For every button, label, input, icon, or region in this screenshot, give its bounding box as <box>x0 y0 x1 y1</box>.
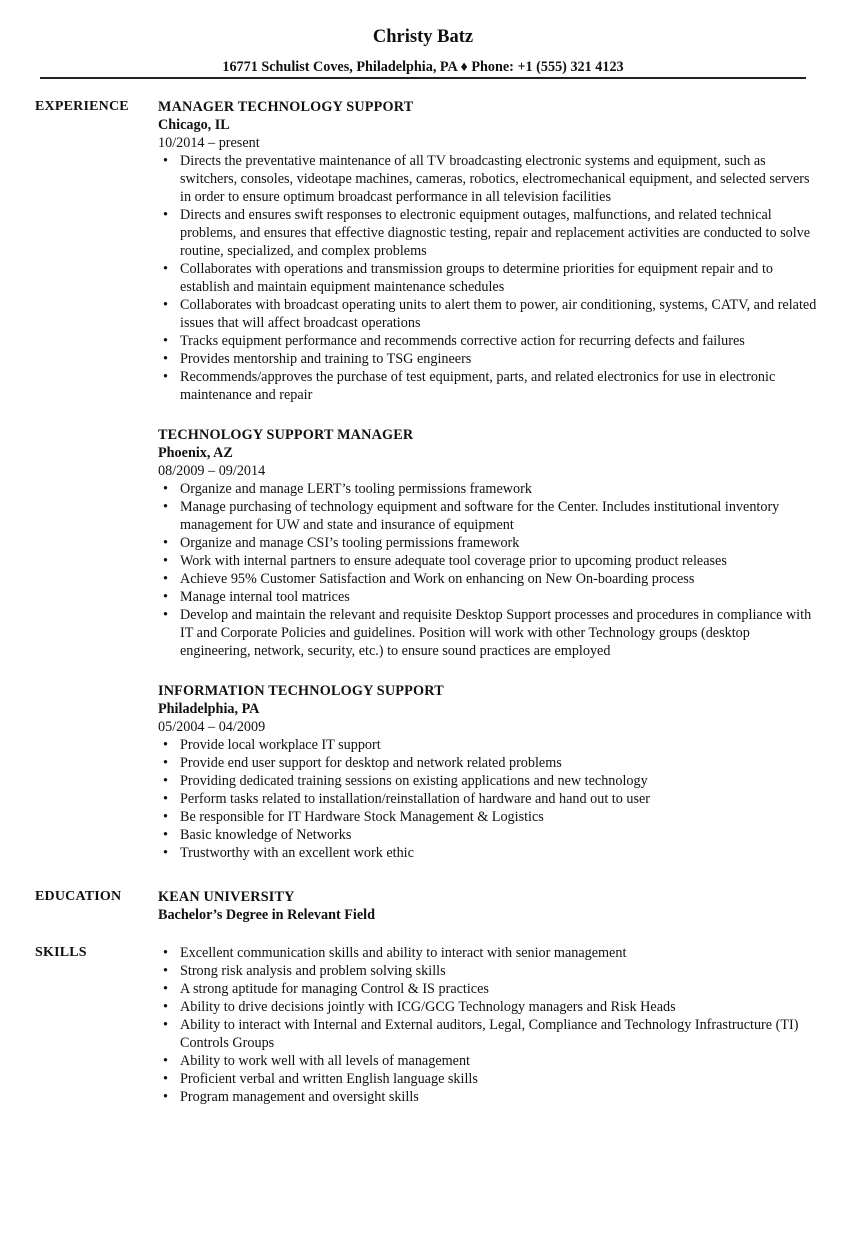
list-item: • Directs the preventative maintenance of all TV broadcasting electronic systems and equipment, such as switchers, consoles, videotape machines, cameras, robotics, electromechanical equipment, and selected servers in order to ensure optimum broadcast performance in all television facilities <box>158 152 818 206</box>
list-item: • Ability to drive decisions jointly with ICG/GCG Technology managers and Risk Heads <box>158 998 818 1016</box>
header-divider <box>40 77 806 79</box>
list-item: • Organize and manage CSI’s tooling permissions framework <box>158 534 818 552</box>
job-bullet-list <box>158 736 818 862</box>
job-entry <box>158 682 818 862</box>
job-location: Chicago, IL <box>158 117 230 133</box>
list-item: • Excellent communication skills and ability to interact with senior management <box>158 944 818 962</box>
job-title: INFORMATION TECHNOLOGY SUPPORT <box>158 683 444 699</box>
section-label-skills: SKILLS <box>35 945 87 960</box>
list-item: • Strong risk analysis and problem solving skills <box>158 962 818 980</box>
list-item: • Collaborates with operations and transmission groups to determine priorities for equipment repair and to establish and maintain equipment maintenance schedules <box>158 260 818 296</box>
list-item: • Directs and ensures swift responses to electronic equipment outages, malfunctions, and related technical problems, and ensures that effective diagnostic testing, repair and replacement activities are conducted to solve routine, specialized, and complex problems <box>158 206 818 260</box>
section-label-experience: EXPERIENCE <box>35 99 129 114</box>
job-bullet-list <box>158 480 818 660</box>
list-item: • Manage purchasing of technology equipment and software for the Center. Includes institutional inventory management for UW and state and insurance of equipment <box>158 498 818 534</box>
list-item: • Achieve 95% Customer Satisfaction and Work on enhancing on New On-boarding process <box>158 570 818 588</box>
list-item: • Program management and oversight skills <box>158 1088 818 1106</box>
job-dates: 05/2004 – 04/2009 <box>158 719 266 735</box>
list-item: • Provides mentorship and training to TSG engineers <box>158 350 818 368</box>
school-name: KEAN UNIVERSITY <box>158 889 295 905</box>
list-item: • Providing dedicated training sessions on existing applications and new technology <box>158 772 818 790</box>
job-title: MANAGER TECHNOLOGY SUPPORT <box>158 99 414 115</box>
job-entry <box>158 426 818 660</box>
job-bullet-list <box>158 152 818 404</box>
list-item: • Collaborates with broadcast operating units to alert them to power, air conditioning, systems, CATV, and related issues that will affect broadcast operations <box>158 296 818 332</box>
list-item: • Ability to interact with Internal and External auditors, Legal, Compliance and Technology Infrastructure (TI) Controls Groups <box>158 1016 818 1052</box>
list-item: • Provide local workplace IT support <box>158 736 818 754</box>
job-title: TECHNOLOGY SUPPORT MANAGER <box>158 427 414 443</box>
job-location: Phoenix, AZ <box>158 445 233 461</box>
list-item: • Recommends/approves the purchase of test equipment, parts, and related electronics for use in electronic maintenance and repair <box>158 368 818 404</box>
list-item: • Organize and manage LERT’s tooling permissions framework <box>158 480 818 498</box>
education-entry <box>158 888 818 924</box>
job-entry <box>158 98 818 404</box>
skills-list <box>158 944 818 1106</box>
list-item: • Manage internal tool matrices <box>158 588 818 606</box>
list-item: • Work with internal partners to ensure adequate tool coverage prior to upcoming product releases <box>158 552 818 570</box>
contact-line: 16771 Schulist Coves, Philadelphia, PA ♦ Phone: +1 (555) 321 4123 <box>222 59 624 75</box>
degree: Bachelor’s Degree in Relevant Field <box>158 907 375 923</box>
job-location: Philadelphia, PA <box>158 701 260 717</box>
list-item: • Proficient verbal and written English language skills <box>158 1070 818 1088</box>
list-item: • Ability to work well with all levels of management <box>158 1052 818 1070</box>
skills-entry <box>158 944 818 1106</box>
section-label-education: EDUCATION <box>35 889 122 904</box>
job-dates: 08/2009 – 09/2014 <box>158 463 266 479</box>
list-item: • A strong aptitude for managing Control & IS practices <box>158 980 818 998</box>
candidate-name: Christy Batz <box>372 27 474 47</box>
list-item: • Trustworthy with an excellent work ethic <box>158 844 818 862</box>
list-item: • Basic knowledge of Networks <box>158 826 818 844</box>
job-dates: 10/2014 – present <box>158 135 260 151</box>
list-item: • Tracks equipment performance and recommends corrective action for recurring defects and failures <box>158 332 818 350</box>
list-item: • Provide end user support for desktop and network related problems <box>158 754 818 772</box>
list-item: • Perform tasks related to installation/reinstallation of hardware and hand out to user <box>158 790 818 808</box>
list-item: • Develop and maintain the relevant and requisite Desktop Support processes and procedures in compliance with IT and Corporate Policies and guidelines. Position will work with other Technology groups (desktop engineering, network, security, etc.) to ensure sound practices are employed <box>158 606 818 660</box>
list-item: • Be responsible for IT Hardware Stock Management & Logistics <box>158 808 818 826</box>
